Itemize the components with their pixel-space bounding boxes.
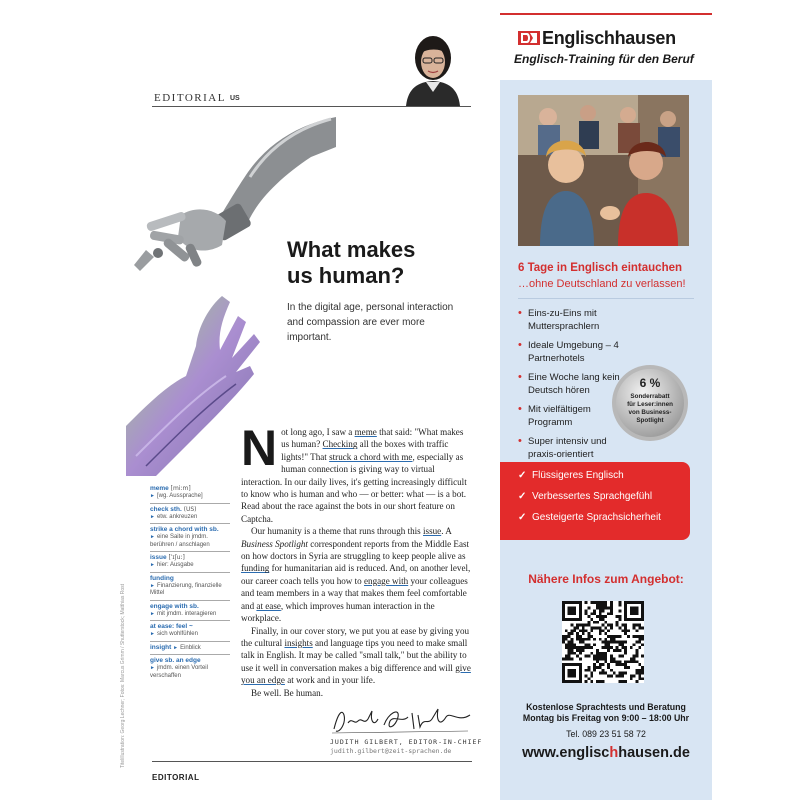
drop-cap: N: [241, 420, 278, 476]
glossary-entry: issue [ˈɪʃuː] ► hier: Ausgabe: [150, 552, 230, 573]
seal-percent: 6 %: [639, 376, 661, 390]
arrow-icon: ►: [150, 562, 155, 568]
glossary-sidebar: [150, 483, 230, 682]
photo-credit: Titelillustration: Georg Lechner; Fotos: Marcus Grimm / Shutterstock; Matthias Rost: [120, 583, 126, 768]
glossary-entry: meme [miːm] ► [wg. Aussprache]: [150, 483, 230, 504]
feature-item: • Eine Woche lang kein Deutsch hören: [518, 371, 628, 397]
benefits-panel: [500, 462, 690, 540]
contact-line-1: Kostenlose Sprachtests und Beratung: [526, 702, 686, 712]
benefit-item: ✓ Verbessertes Sprachgefühl: [518, 491, 653, 502]
advertisement-page: [500, 0, 712, 800]
title-line-1: What makes: [287, 237, 416, 262]
seal-line-3: von Business-: [628, 409, 672, 416]
benefit-item: ✓ Flüssigeres Englisch: [518, 470, 624, 481]
website-link[interactable]: www.englischhausen.de: [522, 745, 690, 761]
contact-line-2: Montag bis Freitag von 9:00 – 18:00 Uhr: [522, 713, 690, 723]
brand-tagline: Englisch-Training für den Beruf: [514, 52, 694, 66]
students-photo: [518, 95, 689, 246]
feature-item: • Eins-zu-Eins mit Muttersprachlern: [518, 307, 628, 333]
ad-headline: 6 Tage in Englisch eintauchen: [518, 262, 683, 274]
glossary-word-issue: issue: [423, 526, 442, 537]
editorial-page: [98, 0, 484, 800]
glossary-word-engage: engage with: [363, 575, 409, 586]
magazine-name: Business Spotlight: [241, 538, 308, 549]
title-line-2: us human?: [287, 263, 405, 288]
feature-item: • Ideale Umgebung – 4 Partnerhotels: [518, 339, 628, 365]
arrow-icon: ►: [150, 534, 155, 540]
level-badge: US: [229, 95, 240, 102]
paragraph-2: Our humanity is a theme that runs through this issue. A Business Spotlight correspondent reports from the Middle East on how doctors in Syria are struggling to keep people alive as funding for humanitarian aid is reduced. And, on another level, our career coach tells you how to engage with your colleagues and team members in a way that makes them feel comfortable and at ease, which improves human interaction in the workplace.: [241, 526, 471, 624]
editorial-subtitle: In the digital age, personal interaction and compassion are ever more important.: [287, 302, 454, 343]
glossary-entry: check sth. (US) ► etw. ankreuzen: [150, 504, 230, 525]
editor-email[interactable]: judith.gilbert@zeit-sprachen.de: [330, 747, 452, 755]
feature-item: • Mit vielfältigem Programm: [518, 403, 628, 429]
glossary-entry: strike a chord with sb. ► eine Saite in jmdm. berühren / anschlagen: [150, 524, 230, 552]
ad-subheadline: …ohne Deutschland zu verlassen!: [518, 278, 686, 290]
editor-portrait: [396, 26, 470, 106]
feature-item: • Super intensiv und praxis-orientiert: [518, 435, 628, 461]
glossary-word-insights: insights: [284, 637, 313, 648]
qr-code[interactable]: [562, 601, 644, 683]
header-red-line: [500, 13, 712, 15]
glossary-word-struck: struck a chord with me: [329, 451, 413, 462]
section-heading: EDITORIAL US: [154, 92, 240, 104]
paragraph-1: Not long ago, I saw a meme that said: "What makes us human? Checking all the boxes with traffic lights!" That struck a chord with me, especially as human connection is giving way to virtual interaction. In our daily lives, it's getting increasingly difficult to know who is human and who — or better: what — is a bot. Read about the race against the bots in our short feature on Captcha.: [241, 420, 467, 524]
footer-rule: [152, 761, 472, 762]
editorial-title: [287, 237, 477, 289]
arrow-icon: ►: [173, 644, 179, 651]
paragraph-3: Finally, in our cover story, we put you at ease by giving you the cultural insights and language tips you need to make small talk in English. It may be called "small talk," but the ability to use it well in conversation makes a big difference and will give you an edge at work and in your life.: [241, 625, 471, 686]
arrow-icon: ►: [150, 665, 155, 671]
editorial-body: [241, 420, 473, 699]
arrow-icon: ►: [150, 631, 155, 637]
ad-header: [500, 0, 712, 80]
seal-line-2: für Leser:innen: [627, 401, 673, 408]
glossary-word-funding: funding: [241, 563, 270, 574]
englischhausen-logo-icon: [518, 31, 540, 45]
glossary-word-edge: give you an edge: [241, 662, 471, 686]
closing-line: Be well. Be human.: [251, 687, 323, 698]
glossary-entry: insight ► Einblick: [150, 642, 230, 656]
editor-name: JUDITH GILBERT, EDITOR-IN-CHIEF: [330, 738, 483, 746]
ad-divider: [518, 298, 694, 299]
arrow-icon: ►: [150, 493, 155, 499]
benefit-item: ✓ Gesteigerte Sprachsicherheit: [518, 512, 661, 523]
glossary-entry: give sb. an edge ► jmdm. einen Vorteil verschaffen: [150, 657, 208, 679]
glossary-entry: at ease: feel ~ ► sich wohlfühlen: [150, 621, 230, 642]
phone-number[interactable]: Tel. 089 23 51 58 72: [566, 729, 646, 739]
glossary-word-at-ease: at ease: [256, 600, 281, 611]
info-title: Nähere Infos zum Angebot:: [528, 572, 684, 586]
arrow-icon: ►: [150, 582, 155, 589]
discount-seal: [610, 363, 690, 443]
page-footer-label: EDITORIAL: [152, 773, 200, 782]
seal-line-1: Sonderrabatt: [630, 393, 670, 400]
arrow-icon: ►: [150, 610, 155, 617]
glossary-entry: engage with sb. ► mit jmdm. interagieren: [150, 601, 230, 622]
brand-name: Englischhausen: [518, 28, 676, 49]
photo-credit-wrap: [120, 583, 126, 800]
glossary-entry: funding ► Finanzierung, finanzielle Mittel: [150, 573, 230, 601]
check-icon: ✓: [518, 512, 527, 523]
glossary-word-checking: Checking: [322, 439, 358, 450]
signature: [328, 703, 478, 739]
seal-line-4: Spotlight: [636, 417, 664, 424]
glossary-word-meme: meme: [354, 427, 377, 437]
check-icon: ✓: [518, 491, 527, 502]
arrow-icon: ►: [150, 513, 155, 520]
check-icon: ✓: [518, 470, 527, 481]
